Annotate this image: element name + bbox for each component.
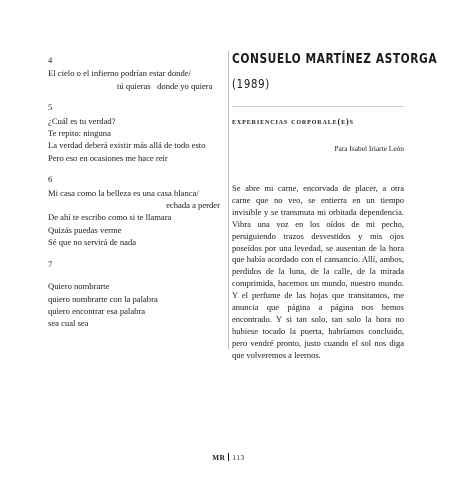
journal-mark: MR xyxy=(212,454,226,462)
author-year: (1989) xyxy=(232,76,270,91)
prose-text: Se abre mi carne, encorvada de placer, a otra carne que no veo, se entierra en un tiempo invisible y se transmuta mi orbitada dependencia. Vibra una voz en los oídos de mi pecho, persiguiendo trazos desvestidos y mis ojos poseídos por una levedad, se ausentan de la hora que había acordado con el cansancio. Allí, ambos, perdidos de la luna, de la calle, de la mirada comprimida, hacemos un mundo, nuestro mundo. Y el perfume de las hojas que transitamos, me anuncia que página a página nos hemos encontrado. Y si tan solo, tan solo la hora no hubiese tocado la puerta, habríamos concluido, pero vendré pronto, justo cuando el sol nos diga que volveremos a leernos. xyxy=(232,183,404,360)
poem-line: El cielo o el infierno podrían estar donde/ xyxy=(48,68,191,79)
poem-5 xyxy=(48,101,220,164)
poem-line: quiero nombrarte con la palabra xyxy=(48,293,158,304)
poem-number: 4 xyxy=(48,55,53,65)
poem-line: Pero eso en ocasiones me hace reír xyxy=(48,152,168,163)
footer-separator xyxy=(228,453,229,461)
poem-line: De ahí te escribo como si te llamara xyxy=(48,212,172,223)
poem-line: sea cual sea xyxy=(48,318,89,329)
poem-line: Te repito: ninguna xyxy=(48,128,111,139)
poem-6 xyxy=(48,173,220,248)
poem-line-right: echada a perder xyxy=(166,200,220,211)
poem-line: ¿Cuál es tu verdad? xyxy=(48,115,116,126)
poem-column xyxy=(48,54,220,339)
author-name: CONSUELO MARTÍNEZ ASTORGA xyxy=(232,51,438,67)
poem-number: 6 xyxy=(48,174,53,185)
poem-number: 5 xyxy=(48,102,53,113)
poem-7 xyxy=(48,258,220,330)
dedication: Para Isabel Iriarte León xyxy=(334,144,404,153)
section-title: experiencias corporale(e)s xyxy=(232,117,354,126)
column-divider xyxy=(228,51,229,349)
poem-line: Sé que no servirá de nada xyxy=(48,237,137,248)
page-number: 113 xyxy=(232,454,245,462)
poem-4 xyxy=(48,54,220,92)
page-footer xyxy=(0,453,457,462)
poem-line: Quizás puedas verme xyxy=(48,224,122,235)
author-column xyxy=(232,50,438,362)
poem-line-indented: tú quieras donde yo quiera xyxy=(117,80,213,91)
poem-number: 7 xyxy=(48,258,53,269)
poem-line: quiero encontrar esa palabra xyxy=(48,305,146,316)
poem-line: La verdad deberá existir más allá de todo esto xyxy=(48,140,206,151)
poem-line: Mi casa como la belleza es una casa blanca/ xyxy=(48,187,199,198)
stanza-gap xyxy=(48,271,220,280)
poem-line: Quiero nombrarte xyxy=(48,281,110,292)
heading-rule xyxy=(232,106,404,107)
